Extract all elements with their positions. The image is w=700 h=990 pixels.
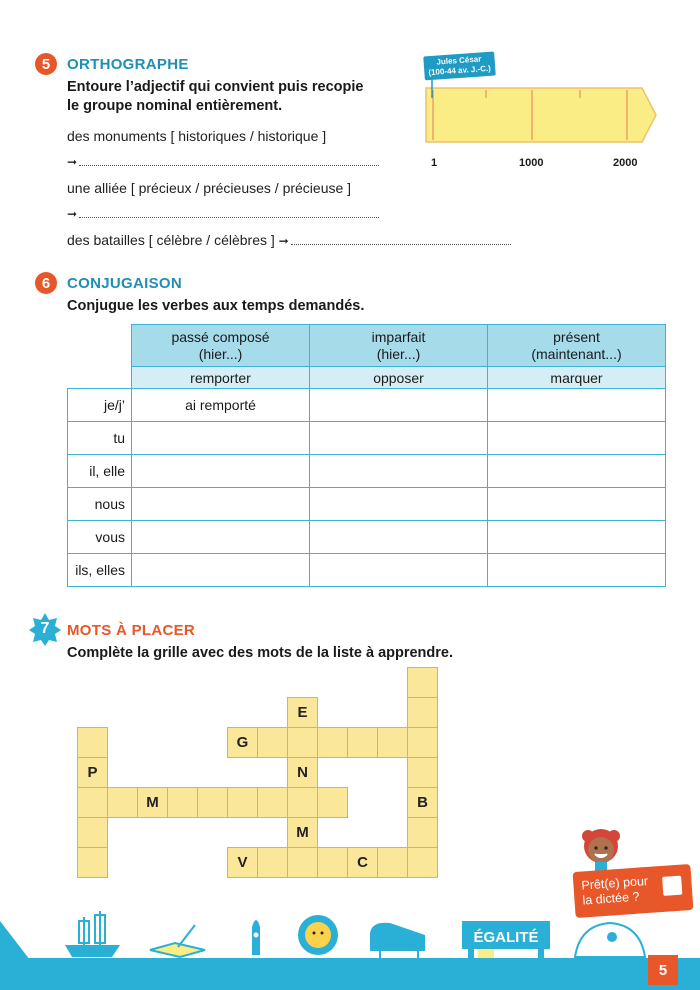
ortho-item-2: une alliée [ précieux / précieuses / précieuse ] <box>67 180 352 196</box>
ship-icon <box>65 911 120 957</box>
answer-cell[interactable] <box>132 488 310 521</box>
answer-cell[interactable]: ai remporté <box>132 389 310 422</box>
answer-cell[interactable] <box>488 389 666 422</box>
crossword-cell[interactable] <box>287 727 318 758</box>
crossword-cell[interactable] <box>77 817 108 848</box>
crossword-cell[interactable] <box>257 727 288 758</box>
answer-cell[interactable] <box>132 521 310 554</box>
arrow-icon: ➞ <box>67 207 78 221</box>
crossword-cell[interactable] <box>77 787 108 818</box>
exercise-5-number: 5 <box>35 53 57 75</box>
header-imparfait <box>310 325 488 367</box>
tense-label: présent <box>553 328 600 345</box>
crossword-cell[interactable] <box>407 697 438 728</box>
pronoun-cell: tu <box>68 422 132 455</box>
crossword-cell[interactable]: N <box>287 757 318 788</box>
crossword-cell[interactable]: V <box>227 847 258 878</box>
crossword-cell[interactable] <box>407 727 438 758</box>
crossword-cell[interactable] <box>107 787 138 818</box>
pronoun-cell: nous <box>68 488 132 521</box>
table-row <box>68 389 666 422</box>
crossword-cell[interactable]: M <box>287 817 318 848</box>
exercise-5-instruction <box>67 78 364 116</box>
exercise-6-title: CONJUGAISON <box>67 275 182 292</box>
badge-line-1: Prêt(e) pour <box>581 873 649 893</box>
answer-cell[interactable] <box>488 554 666 587</box>
answer-cell[interactable] <box>488 455 666 488</box>
pronoun-cell: vous <box>68 521 132 554</box>
answer-cell[interactable] <box>310 422 488 455</box>
pronoun-cell: ils, elles <box>68 554 132 587</box>
answer-cell[interactable] <box>310 389 488 422</box>
crossword-cell[interactable] <box>77 727 108 758</box>
crossword-cell[interactable] <box>287 847 318 878</box>
crossword-cell[interactable] <box>317 727 348 758</box>
answer-cell[interactable] <box>310 455 488 488</box>
book-quill-icon <box>150 925 205 957</box>
crossword-cell[interactable] <box>407 757 438 788</box>
rocket-icon <box>252 920 260 955</box>
header-present <box>488 325 666 367</box>
crossword-cell[interactable]: P <box>77 757 108 788</box>
crossword-cell[interactable] <box>317 787 348 818</box>
crossword-cell[interactable] <box>197 787 228 818</box>
crossword-cell[interactable]: E <box>287 697 318 728</box>
tick-2000: 2000 <box>613 157 638 169</box>
answer-cell[interactable] <box>488 422 666 455</box>
instruction-line-1: Entoure l’adjectif qui convient puis recopie <box>67 79 364 95</box>
tick-1000: 1000 <box>519 157 544 169</box>
pyramid-icon <box>0 921 30 960</box>
badge-line-2: la dictée ? <box>582 889 640 908</box>
child-face-icon <box>578 826 624 872</box>
exercise-5-title: ORTHOGRAPHE <box>67 56 189 73</box>
crossword-cell[interactable] <box>407 847 438 878</box>
pronoun-cell: il, elle <box>68 455 132 488</box>
ortho-item-3-text: des batailles [ célèbre / célèbres ] <box>67 232 275 248</box>
crossword-cell[interactable] <box>287 787 318 818</box>
table-row <box>68 554 666 587</box>
crossword-cell[interactable] <box>317 847 348 878</box>
svg-text:ÉGALITÉ: ÉGALITÉ <box>473 929 539 946</box>
sun-icon <box>298 915 338 955</box>
exercise-6-instruction: Conjugue les verbes aux temps demandés. <box>67 298 365 314</box>
arrow-icon: ➞ <box>278 234 289 248</box>
piano-icon <box>370 923 425 961</box>
page-number: 5 <box>648 955 678 985</box>
tense-hint: (hier...) <box>198 345 243 362</box>
answer-cell[interactable] <box>488 521 666 554</box>
jules-cesar-label <box>423 52 495 81</box>
tense-label: imparfait <box>371 328 426 345</box>
table-row <box>68 455 666 488</box>
ortho-item-3[interactable] <box>67 232 511 248</box>
crossword-cell[interactable] <box>167 787 198 818</box>
ortho-item-1: des monuments [ historiques / historique ] <box>67 128 327 144</box>
crossword-cell[interactable]: M <box>137 787 168 818</box>
crossword-cell[interactable]: B <box>407 787 438 818</box>
exercise-7-number: 7 <box>40 620 50 637</box>
answer-cell[interactable] <box>132 422 310 455</box>
crossword-cell[interactable] <box>227 787 258 818</box>
crossword-cell[interactable] <box>77 847 108 878</box>
table-row <box>68 521 666 554</box>
instruction-line-2: le groupe nominal entièrement. <box>67 98 283 114</box>
header-passe-compose <box>132 325 310 367</box>
answer-line-1[interactable] <box>67 153 379 169</box>
label-dates: (100-44 av. J.-C.) <box>428 63 492 78</box>
crossword-cell[interactable] <box>377 847 408 878</box>
exercise-6-number: 6 <box>35 272 57 294</box>
arrow-icon: ➞ <box>67 155 78 169</box>
verb-opposer: opposer <box>310 367 488 389</box>
exercise-7-instruction: Complète la grille avec des mots de la liste à apprendre. <box>67 645 454 661</box>
answer-cell[interactable] <box>310 488 488 521</box>
table-row <box>68 488 666 521</box>
pronoun-cell: je/j’ <box>68 389 132 422</box>
crossword-cell[interactable] <box>407 817 438 848</box>
tense-hint: (hier...) <box>376 345 421 362</box>
dome-icon <box>575 923 645 957</box>
verb-marquer: marquer <box>488 367 666 389</box>
label-name: Jules César <box>436 54 482 67</box>
tick-1: 1 <box>431 157 438 169</box>
tense-label: passé composé <box>171 328 270 345</box>
answer-cell[interactable] <box>132 554 310 587</box>
footer-band <box>0 958 700 990</box>
tense-hint: (maintenant...) <box>531 345 622 362</box>
verb-remporter: remporter <box>132 367 310 389</box>
crossword-cell[interactable] <box>407 667 438 698</box>
timeline-graphic <box>420 80 660 150</box>
egalite-sign-icon <box>462 921 550 963</box>
answer-cell[interactable] <box>132 455 310 488</box>
answer-cell[interactable] <box>488 488 666 521</box>
footer-illustrations <box>0 905 700 965</box>
crossword-cell[interactable]: G <box>227 727 258 758</box>
table-row <box>68 422 666 455</box>
crossword-cell[interactable] <box>257 787 288 818</box>
conjugation-table <box>67 324 666 587</box>
crossword-cell[interactable] <box>257 847 288 878</box>
answer-cell[interactable] <box>310 521 488 554</box>
table-corner <box>68 325 132 389</box>
dictee-checkbox[interactable] <box>662 876 682 896</box>
crossword-cell[interactable]: C <box>347 847 378 878</box>
answer-line-2[interactable] <box>67 205 379 221</box>
crossword-cell[interactable] <box>377 727 408 758</box>
answer-cell[interactable] <box>310 554 488 587</box>
exercise-7-title: MOTS À PLACER <box>67 622 196 639</box>
crossword-cell[interactable] <box>347 727 378 758</box>
